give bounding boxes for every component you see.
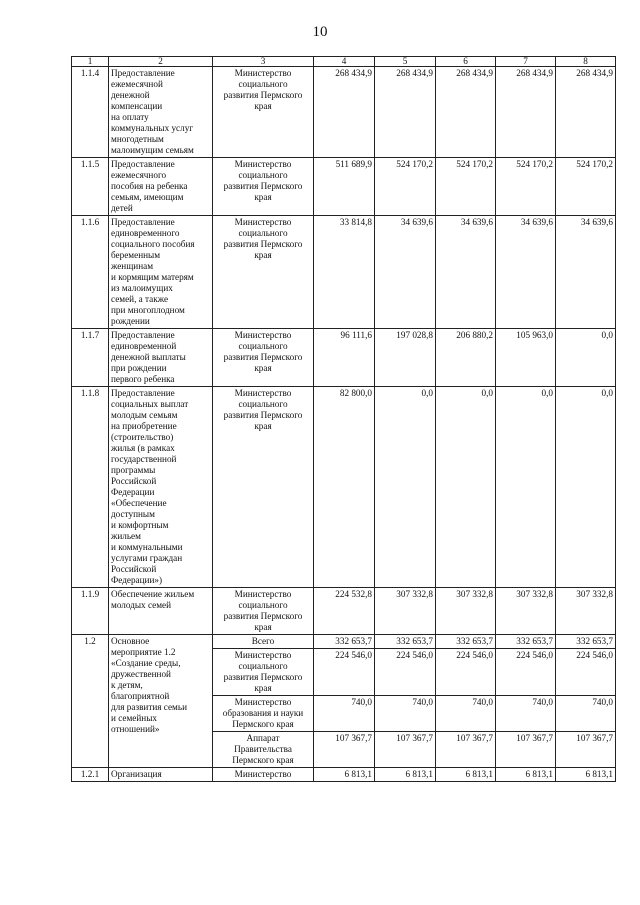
executor — [213, 588, 314, 635]
item-name-line: жилья (в рамках — [111, 443, 175, 453]
page-number: 10 — [312, 24, 328, 40]
value-cell: 740,0 — [496, 696, 556, 732]
executor-line: Министерство — [234, 159, 292, 169]
executor — [213, 158, 314, 216]
value-cell: 107 367,7 — [436, 732, 496, 768]
value-cell: 307 332,8 — [556, 588, 616, 635]
executor-line: края — [254, 622, 272, 632]
item-name-line: Организация — [111, 769, 162, 779]
item-name — [109, 588, 213, 635]
executor-line: социального — [238, 341, 288, 351]
value-cell: 6 813,1 — [314, 768, 375, 782]
executor-line: социального — [238, 79, 288, 89]
item-name-line: из малоимущих — [111, 283, 173, 293]
item-name-line: жильем — [111, 531, 141, 541]
executor-line: развития Пермского — [223, 410, 303, 420]
executor-line: образования и науки — [222, 708, 304, 718]
value-cell: 268 434,9 — [375, 67, 436, 158]
item-name-line: детей — [111, 203, 133, 213]
value-cell: 96 111,6 — [314, 329, 375, 387]
table-row — [72, 216, 616, 329]
value-cell: 224 546,0 — [556, 649, 616, 696]
table-row — [72, 387, 616, 588]
item-name-line: Федерации — [111, 487, 155, 497]
executor-line: социального — [238, 600, 288, 610]
item-name-line: единовременного — [111, 228, 180, 238]
item-number: 1.1.7 — [72, 329, 109, 387]
item-name-line: доступным — [111, 509, 155, 519]
item-name-line: для развития семьи — [111, 702, 187, 712]
value-cell: 224 546,0 — [496, 649, 556, 696]
header-cell: 2 — [109, 57, 213, 67]
item-name-line: и коммунальными — [111, 542, 183, 552]
item-number: 1.2 — [72, 635, 109, 768]
executor-line: развития Пермского — [223, 181, 303, 191]
executor-line: развития Пермского — [223, 90, 303, 100]
item-number: 1.1.5 — [72, 158, 109, 216]
value-cell: 740,0 — [375, 696, 436, 732]
table-row — [72, 329, 616, 387]
value-cell: 34 639,6 — [436, 216, 496, 329]
executor-line: Министерство — [234, 217, 292, 227]
executor — [213, 732, 314, 768]
item-name-line: социальных выплат — [111, 399, 189, 409]
item-name — [109, 67, 213, 158]
executor-line: Пермского края — [232, 755, 294, 765]
item-name-line: денежной — [111, 90, 150, 100]
table-row — [72, 768, 616, 782]
header-cell: 1 — [72, 57, 109, 67]
executor-line: края — [254, 683, 272, 693]
item-name-line: услугами граждан — [111, 553, 183, 563]
value-cell: 307 332,8 — [436, 588, 496, 635]
value-cell: 0,0 — [556, 329, 616, 387]
item-name-line: благоприятной — [111, 691, 170, 701]
executor-line: Правительства — [234, 744, 292, 754]
item-name-line: Российской — [111, 476, 157, 486]
header-cell: 7 — [496, 57, 556, 67]
executor-line: края — [254, 101, 272, 111]
executor-line: Всего — [251, 636, 275, 646]
value-cell: 34 639,6 — [375, 216, 436, 329]
executor-line: Министерство — [234, 697, 292, 707]
item-name-line: молодых семей — [111, 600, 172, 610]
item-name-line: государственной — [111, 454, 177, 464]
executor-line: развития Пермского — [223, 611, 303, 621]
executor-line: края — [254, 421, 272, 431]
item-name-line: на оплату — [111, 112, 149, 122]
executor-line: края — [254, 250, 272, 260]
table-row — [72, 67, 616, 158]
item-name-line: мероприятие 1.2 — [111, 647, 176, 657]
executor — [213, 216, 314, 329]
value-cell: 740,0 — [314, 696, 375, 732]
item-name-line: пособия на ребенка — [111, 181, 188, 191]
item-name-line: Основное — [111, 636, 150, 646]
value-cell: 332 653,7 — [314, 635, 375, 649]
executor — [213, 649, 314, 696]
item-name-line: многодетным — [111, 134, 164, 144]
value-cell: 740,0 — [556, 696, 616, 732]
item-name-line: к детям, — [111, 680, 143, 690]
item-name-line: семей, а также — [111, 294, 169, 304]
item-name-line: компенсации — [111, 101, 163, 111]
executor-line: Министерство — [234, 330, 292, 340]
executor-line: социального — [238, 170, 288, 180]
item-number: 1.1.6 — [72, 216, 109, 329]
item-name-line: Предоставление — [111, 159, 175, 169]
value-cell: 332 653,7 — [556, 635, 616, 649]
value-cell: 524 170,2 — [375, 158, 436, 216]
value-cell: 332 653,7 — [375, 635, 436, 649]
executor-line: социального — [238, 228, 288, 238]
item-number: 1.2.1 — [72, 768, 109, 782]
value-cell: 524 170,2 — [556, 158, 616, 216]
item-name-line: семьям, имеющим — [111, 192, 184, 202]
value-cell: 6 813,1 — [556, 768, 616, 782]
item-name-line: женщинам — [111, 261, 154, 271]
executor-line: Пермского края — [232, 719, 294, 729]
value-cell: 34 639,6 — [496, 216, 556, 329]
item-name-line: на приобретение — [111, 421, 177, 431]
value-cell: 107 367,7 — [556, 732, 616, 768]
executor-line: края — [254, 363, 272, 373]
executor — [213, 696, 314, 732]
executor-line: социального — [238, 661, 288, 671]
executor — [213, 67, 314, 158]
executor-line: Министерство — [234, 589, 292, 599]
value-cell: 0,0 — [375, 387, 436, 588]
item-name-line: отношений» — [111, 724, 160, 734]
value-cell: 332 653,7 — [436, 635, 496, 649]
executor-line: Министерство — [234, 68, 292, 78]
executor-line: Министерство — [234, 650, 292, 660]
item-name-line: малоимущим семьям — [111, 145, 194, 155]
value-cell: 307 332,8 — [375, 588, 436, 635]
item-name-line: и кормящим матерям — [111, 272, 194, 282]
item-name-line: молодым семьям — [111, 410, 178, 420]
value-cell: 268 434,9 — [314, 67, 375, 158]
value-cell: 224 546,0 — [375, 649, 436, 696]
value-cell: 107 367,7 — [314, 732, 375, 768]
item-name-line: Федерации») — [111, 575, 163, 585]
item-name-line: коммунальных услуг — [111, 123, 194, 133]
item-name-line: Предоставление — [111, 217, 175, 227]
value-cell: 524 170,2 — [496, 158, 556, 216]
value-cell: 524 170,2 — [436, 158, 496, 216]
table-row — [72, 158, 616, 216]
item-name-line: «Создание среды, — [111, 658, 181, 668]
value-cell: 206 880,2 — [436, 329, 496, 387]
item-name-line: ежемесячного — [111, 170, 167, 180]
executor — [213, 635, 314, 649]
header-cell: 6 — [436, 57, 496, 67]
item-name — [109, 387, 213, 588]
header-cell: 3 — [213, 57, 314, 67]
value-cell: 0,0 — [436, 387, 496, 588]
item-name-line: и комфортным — [111, 520, 169, 530]
item-name-line: программы — [111, 465, 156, 475]
item-number: 1.1.9 — [72, 588, 109, 635]
value-cell: 332 653,7 — [496, 635, 556, 649]
item-name-line: Предоставление — [111, 388, 175, 398]
value-cell: 0,0 — [556, 387, 616, 588]
program-table — [71, 56, 616, 782]
value-cell: 307 332,8 — [496, 588, 556, 635]
item-name-line: (строительство) — [111, 432, 174, 442]
value-cell: 224 546,0 — [314, 649, 375, 696]
table-row — [72, 635, 616, 649]
table-row — [72, 588, 616, 635]
executor-line: Министерство — [234, 769, 292, 779]
value-cell: 105 963,0 — [496, 329, 556, 387]
item-name — [109, 635, 213, 768]
executor — [213, 768, 314, 782]
value-cell: 268 434,9 — [556, 67, 616, 158]
header-row — [72, 57, 616, 67]
executor-line: развития Пермского — [223, 352, 303, 362]
item-name-line: и семейных — [111, 713, 157, 723]
item-name-line: Российской — [111, 564, 157, 574]
value-cell: 0,0 — [496, 387, 556, 588]
value-cell: 268 434,9 — [496, 67, 556, 158]
value-cell: 511 689,9 — [314, 158, 375, 216]
item-name-line: Предоставление — [111, 330, 175, 340]
item-name-line: беременным — [111, 250, 161, 260]
item-number: 1.1.4 — [72, 67, 109, 158]
item-name — [109, 216, 213, 329]
header-cell: 8 — [556, 57, 616, 67]
item-name — [109, 768, 213, 782]
executor-line: развития Пермского — [223, 672, 303, 682]
executor-line: Министерство — [234, 388, 292, 398]
value-cell: 740,0 — [436, 696, 496, 732]
value-cell: 6 813,1 — [436, 768, 496, 782]
item-name-line: при многоплодном — [111, 305, 185, 315]
item-number: 1.1.8 — [72, 387, 109, 588]
item-name-line: Предоставление — [111, 68, 175, 78]
executor-line: социального — [238, 399, 288, 409]
value-cell: 82 800,0 — [314, 387, 375, 588]
item-name-line: ежемесячной — [111, 79, 163, 89]
executor-line: края — [254, 192, 272, 202]
header-cell: 5 — [375, 57, 436, 67]
executor-line: Аппарат — [246, 733, 280, 743]
value-cell: 6 813,1 — [496, 768, 556, 782]
item-name — [109, 329, 213, 387]
item-name-line: дружественной — [111, 669, 171, 679]
executor-line: развития Пермского — [223, 239, 303, 249]
value-cell: 268 434,9 — [436, 67, 496, 158]
item-name-line: при рождении — [111, 363, 167, 373]
item-name-line: социального пособия — [111, 239, 195, 249]
value-cell: 107 367,7 — [375, 732, 436, 768]
item-name-line: первого ребенка — [111, 374, 175, 384]
item-name — [109, 158, 213, 216]
value-cell: 107 367,7 — [496, 732, 556, 768]
value-cell: 33 814,8 — [314, 216, 375, 329]
value-cell: 6 813,1 — [375, 768, 436, 782]
executor — [213, 387, 314, 588]
item-name-line: рождении — [111, 316, 150, 326]
item-name-line: денежной выплаты — [111, 352, 186, 362]
item-name-line: Обеспечение жильем — [111, 589, 195, 599]
item-name-line: единовременной — [111, 341, 177, 351]
item-name-line: «Обеспечение — [111, 498, 167, 508]
value-cell: 34 639,6 — [556, 216, 616, 329]
value-cell: 197 028,8 — [375, 329, 436, 387]
header-cell: 4 — [314, 57, 375, 67]
value-cell: 224 546,0 — [436, 649, 496, 696]
executor — [213, 329, 314, 387]
value-cell: 224 532,8 — [314, 588, 375, 635]
